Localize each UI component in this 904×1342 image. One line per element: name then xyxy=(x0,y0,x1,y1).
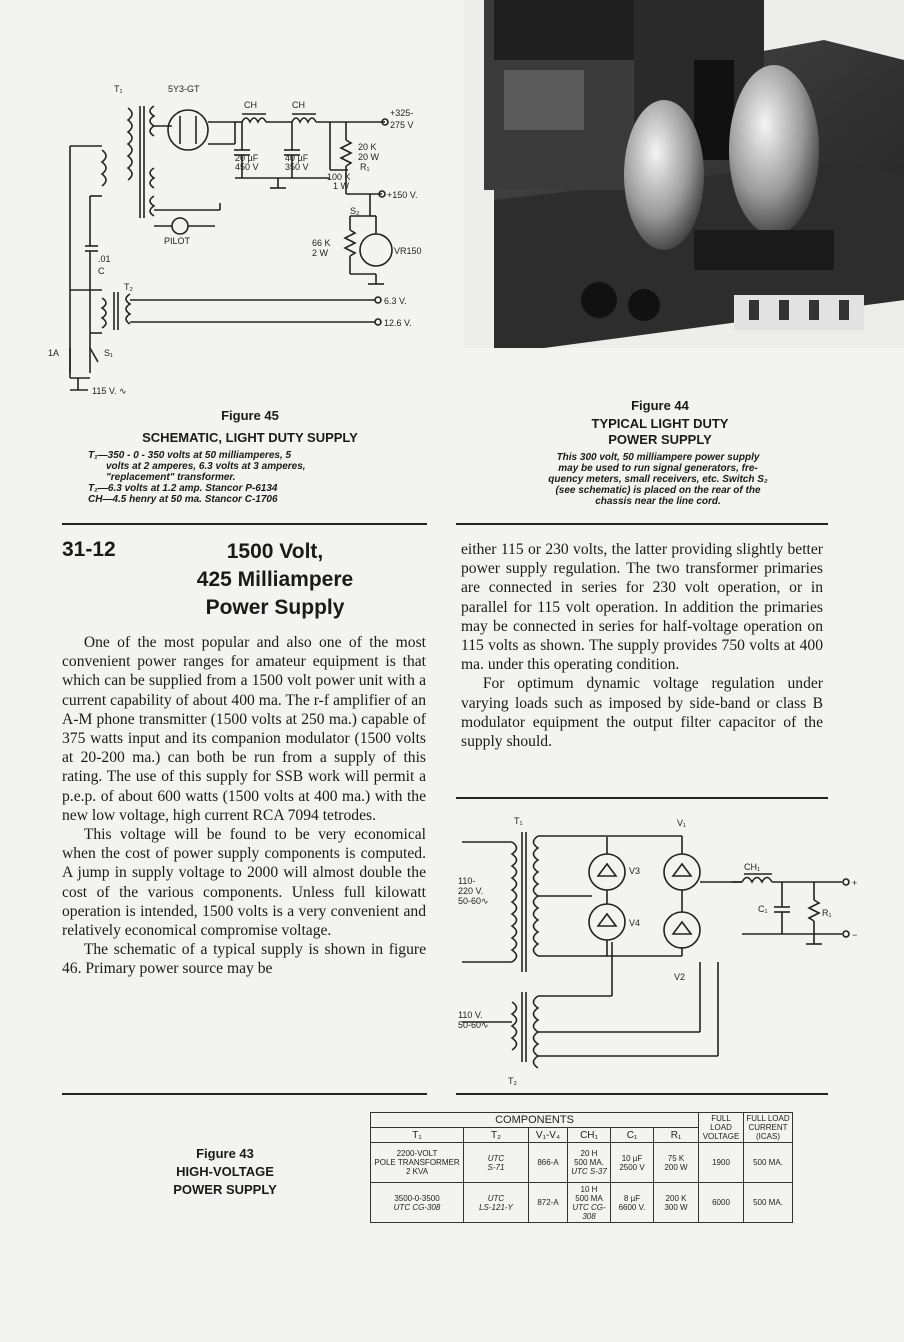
cell-line: 2200-VOLT xyxy=(396,1149,438,1158)
schematic-label: 5Y3-GT xyxy=(168,84,200,94)
figure-44-title-2: POWER SUPPLY xyxy=(608,432,712,447)
cell-line: UTC CG-308 xyxy=(393,1202,441,1212)
schematic-label: V2 xyxy=(674,972,686,982)
divider xyxy=(456,797,828,799)
section-title xyxy=(140,538,410,622)
figure-44-caption xyxy=(458,452,858,507)
note-line: T₁—350 - 0 - 350 volts at 50 milliamperes, 5 xyxy=(88,450,292,461)
caption-line: chassis near the line cord. xyxy=(595,496,721,507)
table-cell xyxy=(464,1183,529,1223)
schematic-label: 66 K xyxy=(312,238,331,248)
schematic-label: +150 V. xyxy=(387,190,418,200)
cell-line: POLE TRANSFORMER xyxy=(374,1158,460,1167)
schematic-label: 50-60∿ xyxy=(458,896,489,906)
schematic-label: 20 µF xyxy=(235,153,259,163)
schematic-label: VR150 xyxy=(394,246,422,256)
schematic-label: V₁ xyxy=(677,818,687,828)
divider xyxy=(62,523,427,525)
cell-line: 10 H xyxy=(580,1184,598,1194)
components-table xyxy=(370,1112,793,1223)
table-header-full-load-voltage: FULL LOAD VOLTAGE xyxy=(699,1113,744,1143)
figure-44-label: Figure 44 xyxy=(631,398,689,413)
schematic-label: 20 W xyxy=(358,152,380,162)
table-cell xyxy=(654,1183,699,1223)
note-line: T₂—6.3 volts at 1.2 amp. Stancor P-6134 xyxy=(88,483,278,494)
cell-line: 75 K xyxy=(667,1153,685,1163)
cell-line: UTC xyxy=(487,1153,505,1163)
table-header-full-load-current: FULL LOAD CURRENT (ICAS) xyxy=(744,1113,793,1143)
divider xyxy=(456,523,828,525)
table-column-header: V₁-V₄ xyxy=(529,1128,568,1143)
table-cell xyxy=(654,1143,699,1183)
section-title-line: 1500 Volt, xyxy=(226,540,324,563)
figure-45-schematic xyxy=(30,78,440,408)
note-line: volts at 2 amperes, 6.3 volts at 3 amperes, xyxy=(106,461,306,472)
schematic-label: +325- xyxy=(390,108,414,118)
schematic-label: R₁ xyxy=(360,162,370,172)
cell-line: 300 W xyxy=(664,1202,688,1212)
schematic-label: R₁ xyxy=(822,908,832,918)
schematic-label: CH₁ xyxy=(744,862,761,872)
schematic-label: 220 V. xyxy=(458,886,484,896)
table-cell xyxy=(371,1183,464,1223)
table-cell xyxy=(464,1143,529,1183)
schematic-label: 40 µF xyxy=(285,153,309,163)
table-cell xyxy=(611,1183,654,1223)
caption-line: may be used to run signal generators, fre- xyxy=(558,463,758,474)
table-column-header: R₁ xyxy=(654,1128,699,1143)
schematic-label: + xyxy=(852,878,858,888)
schematic-label: T₁ xyxy=(114,84,123,94)
section-title-line: 425 Milliampere xyxy=(196,568,354,591)
cell-line: 20 H xyxy=(580,1149,598,1158)
section-number: 31-12 xyxy=(62,538,116,561)
cell-line: 10 µF xyxy=(621,1153,643,1163)
note-line: CH—4.5 henry at 50 ma. Stancor C-1706 xyxy=(88,494,278,505)
table-cell: 866-A xyxy=(529,1143,568,1183)
table-row xyxy=(371,1143,793,1183)
table-cell: 872-A xyxy=(529,1183,568,1223)
schematic-label: 50-60∿ xyxy=(458,1020,489,1030)
table-row xyxy=(371,1183,793,1223)
schematic-label: S₂ xyxy=(350,206,360,216)
cell-line: 200 W xyxy=(664,1162,688,1172)
schematic-label: T₂ xyxy=(508,1076,517,1086)
divider xyxy=(456,1093,828,1095)
right-column-text xyxy=(461,540,823,751)
schematic-label: 110 V. xyxy=(458,1010,483,1020)
schematic-label: 110- xyxy=(458,876,476,886)
schematic-label: V3 xyxy=(629,866,641,876)
cell-line: 500 MA xyxy=(575,1193,603,1203)
schematic-label: T₁ xyxy=(514,816,523,826)
divider xyxy=(62,1093,427,1095)
schematic-label: − xyxy=(852,930,858,940)
left-column-text xyxy=(62,633,426,979)
schematic-label: 100 K xyxy=(327,172,351,182)
figure-45-label: Figure 45 xyxy=(221,408,279,423)
table-cell xyxy=(568,1183,611,1223)
caption-line: This 300 volt, 50 milliampere power supply xyxy=(556,452,760,463)
table-header-components: COMPONENTS xyxy=(371,1113,699,1128)
table-cell: 500 MA. xyxy=(744,1183,793,1223)
cell-line: S-71 xyxy=(487,1162,505,1172)
schematic-label: 6.3 V. xyxy=(384,296,407,306)
figure-43-schematic xyxy=(452,812,872,1092)
figure-43-title-1: HIGH-VOLTAGE xyxy=(176,1164,274,1179)
table-cell: 1900 xyxy=(699,1143,744,1183)
schematic-label: CH xyxy=(244,100,257,110)
paragraph: One of the most popular and also one of the most convenient power ranges for amateur equipment is that which can be supplied from a 1500 volt power unit with a current capability of about 400 ma. The r-f amplifier of an A-M phone transmitter (1500 volts at 250 ma.) capable of 375 watts input and its companion modulator (1500 volts at 20-200 ma.) can both be run from a supply of this rating. The use of this supply for SSB work will permit a p.e.p. of about 600 watts (1500 volts at 400 ma.) with the new low voltage, high current RCA 7094 tetrodes. xyxy=(62,634,426,824)
figure-44-photo xyxy=(464,0,904,348)
schematic-label: 275 V xyxy=(390,120,414,130)
schematic-label: 2 W xyxy=(312,248,329,258)
cell-line: 2 KVA xyxy=(405,1167,429,1176)
schematic-label: PILOT xyxy=(164,236,191,246)
paragraph: This voltage will be found to be very economical when the cost of power supply components is computed. A jump in supply voltage to 2000 will almost double the cost of the various components. Unless full kilowatt operation is intended, 1500 volts is a very convenient and relatively economical compromise voltage. xyxy=(62,826,426,940)
figure-45-title: SCHEMATIC, LIGHT DUTY SUPPLY xyxy=(142,430,358,445)
cell-line: 2500 V xyxy=(619,1162,645,1172)
schematic-label: 12.6 V. xyxy=(384,318,412,328)
caption-line: (see schematic) is placed on the rear of the xyxy=(555,485,761,496)
paragraph: The schematic of a typical supply is shown in figure 46. Primary power source may be xyxy=(62,941,426,978)
schematic-label: 1 W xyxy=(333,181,350,191)
note-line: "replacement" transformer. xyxy=(106,472,236,483)
cell-line: 8 µF xyxy=(623,1193,641,1203)
figure-44-title-1: TYPICAL LIGHT DUTY xyxy=(591,416,729,431)
schematic-label: 350 V xyxy=(285,162,309,172)
cell-line: 3500-0-3500 xyxy=(394,1193,440,1203)
cell-line: UTC xyxy=(487,1193,505,1203)
schematic-label: CH xyxy=(292,100,305,110)
paragraph: either 115 or 230 volts, the latter providing slightly better power supply regulation. The two transformer primaries are connected in series for 230 volt operation, or in parallel for 115 volt operation. In addition the primaries may be connected in series for half-voltage operation on 115 volts as shown. The supply provides 750 volts at 400 ma. under this operating condition. xyxy=(461,541,823,674)
table-cell: 500 MA. xyxy=(744,1143,793,1183)
cell-line: UTC S-37 xyxy=(571,1167,607,1176)
caption-line: quency meters, small receivers, etc. Switch S₂ xyxy=(548,474,768,485)
schematic-label: S₁ xyxy=(104,348,114,358)
cell-line: LS-121-Y xyxy=(479,1202,513,1212)
schematic-label: C xyxy=(98,266,105,276)
table-column-header: T₁ xyxy=(371,1128,464,1143)
schematic-label: 1A xyxy=(48,348,60,358)
schematic-label: .01 xyxy=(98,254,111,264)
figure-43-title-2: POWER SUPPLY xyxy=(173,1182,277,1197)
schematic-label: 20 K xyxy=(358,142,377,152)
schematic-label: 115 V. ∿ xyxy=(92,386,127,396)
table-column-header: CH₁ xyxy=(568,1128,611,1143)
schematic-label: C₁ xyxy=(758,904,768,914)
table-cell xyxy=(568,1143,611,1183)
table-cell xyxy=(611,1143,654,1183)
cell-line: 500 MA. xyxy=(574,1158,604,1167)
schematic-label: 450 V xyxy=(235,162,259,172)
table-cell: 6000 xyxy=(699,1183,744,1223)
paragraph: For optimum dynamic voltage regulation under varying loads such as imposed by side-band or class B modulator equipment the output filter capacitor of the supply should. xyxy=(461,675,823,751)
figure-43-label: Figure 43 xyxy=(196,1146,254,1161)
table-column-header: C₁ xyxy=(611,1128,654,1143)
table-column-header: T₂ xyxy=(464,1128,529,1143)
schematic-label: T₂ xyxy=(124,282,133,292)
cell-line: UTC CG-308 xyxy=(572,1202,606,1221)
cell-line: 6600 V. xyxy=(618,1202,646,1212)
schematic-label: V4 xyxy=(629,918,641,928)
table-cell xyxy=(371,1143,464,1183)
figure-45-notes xyxy=(88,450,418,505)
section-title-line: Power Supply xyxy=(205,596,345,619)
cell-line: 200 K xyxy=(665,1193,687,1203)
